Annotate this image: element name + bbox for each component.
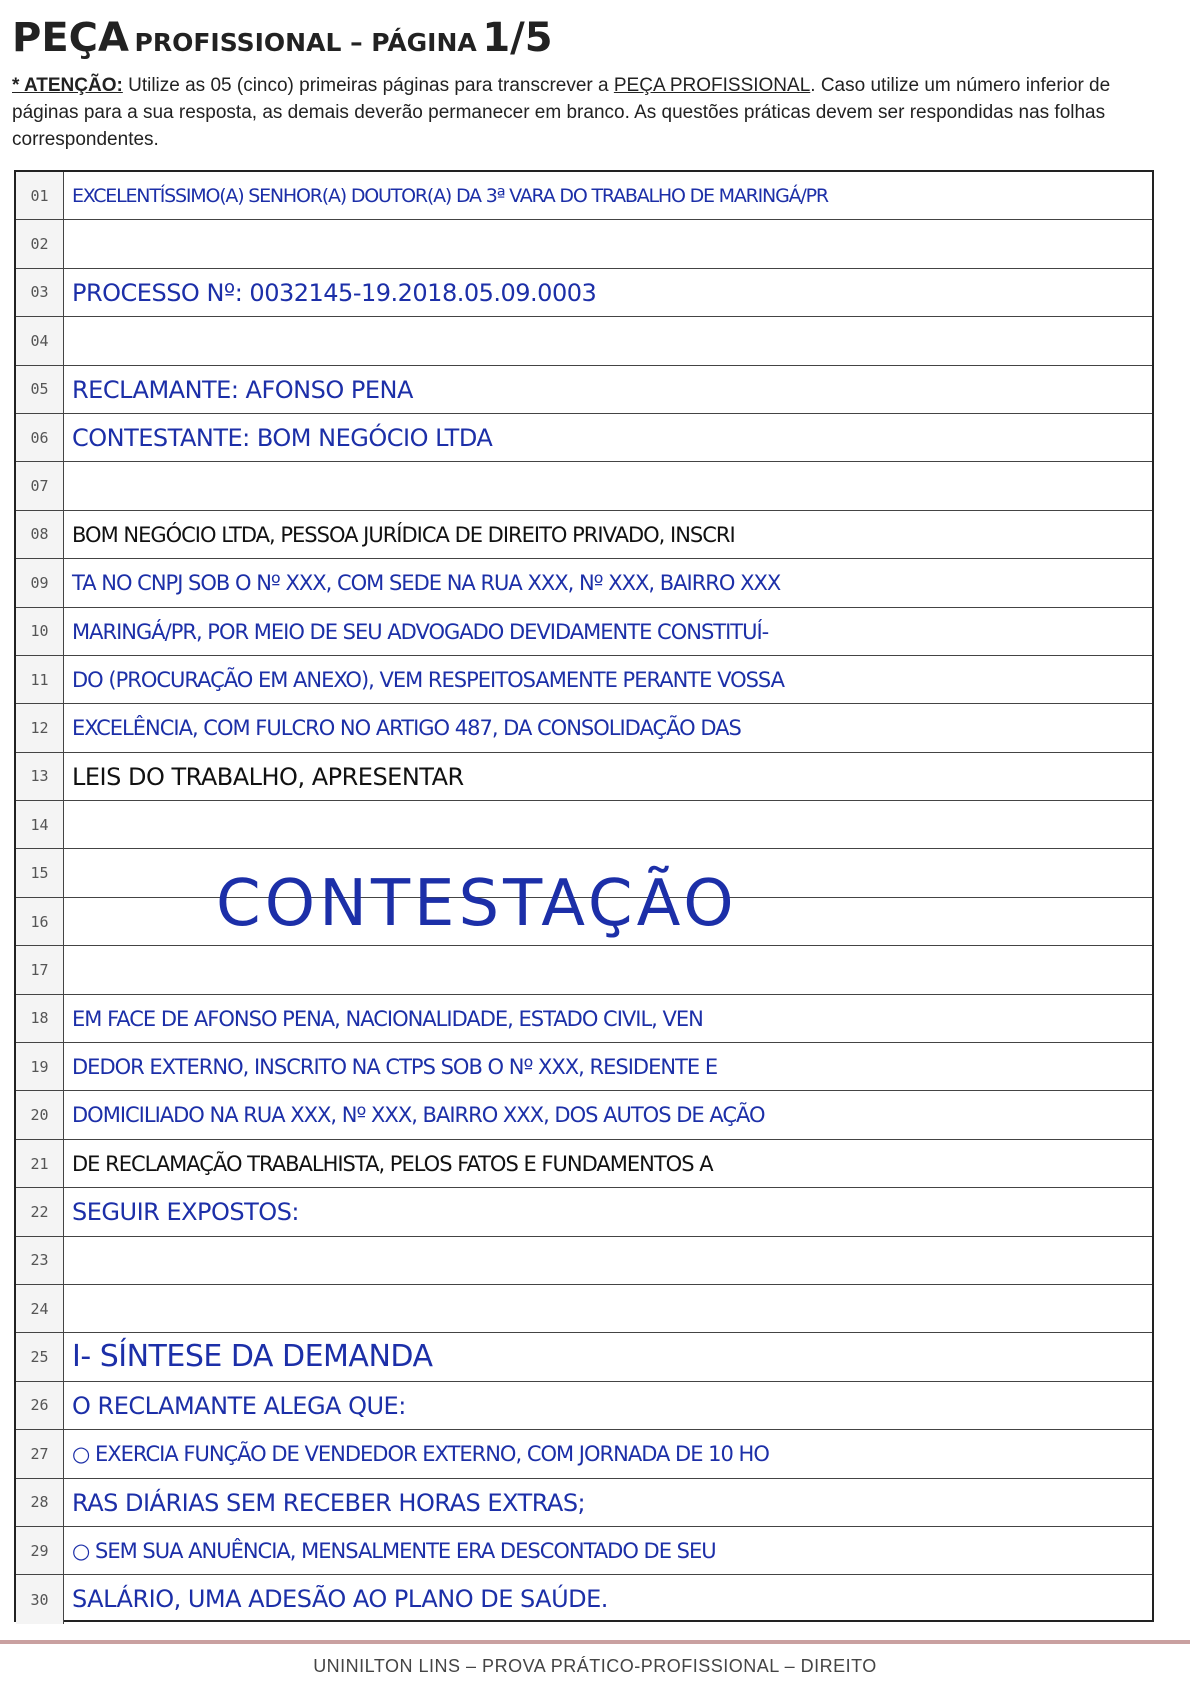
handwritten-line: PROCESSO Nº: 0032145-19.2018.05.09.0003 (72, 278, 597, 307)
line-number: 23 (16, 1237, 64, 1284)
line-number: 15 (16, 849, 64, 896)
handwritten-line (64, 462, 1152, 509)
handwritten-line: SALÁRIO, UMA ADESÃO AO PLANO DE SAÚDE. (72, 1585, 608, 1614)
sheet-line (16, 414, 1152, 462)
handwritten-line (64, 946, 1152, 993)
handwritten-line: EM FACE DE AFONSO PENA, NACIONALIDADE, ESTADO CIVIL, VEN (72, 1006, 703, 1031)
handwritten-line: SEGUIR EXPOSTOS: (72, 1198, 300, 1227)
page-title (12, 6, 1162, 70)
handwritten-line (64, 801, 1152, 848)
answer-sheet (14, 170, 1154, 1622)
page-header (12, 6, 1162, 153)
contestacao-heading: CONTESTAÇÃO (216, 867, 738, 942)
line-number: 17 (16, 946, 64, 993)
handwritten-line: MARINGÁ/PR, POR MEIO DE SEU ADVOGADO DEVIDAMENTE CONSTITUÍ- (72, 619, 769, 644)
line-number: 06 (16, 414, 64, 461)
sheet-line (16, 1382, 1152, 1430)
handwritten-line: RAS DIÁRIAS SEM RECEBER HORAS EXTRAS; (72, 1488, 586, 1517)
handwritten-line (64, 1285, 1152, 1332)
line-number: 24 (16, 1285, 64, 1332)
sheet-line (16, 269, 1152, 317)
sheet-line (16, 898, 1152, 946)
line-number: 22 (16, 1188, 64, 1235)
line-number: 19 (16, 1043, 64, 1090)
line-number: 10 (16, 608, 64, 655)
page-footer: UNINILTON LINS – PROVA PRÁTICO-PROFISSIONAL – DIREITO (313, 1656, 877, 1676)
attention-notice (12, 72, 1152, 153)
notice-text-before: Utilize as 05 (cinco) primeiras páginas para transcrever a (128, 75, 609, 96)
sheet-line (16, 1140, 1152, 1188)
line-number: 14 (16, 801, 64, 848)
line-number: 20 (16, 1091, 64, 1138)
line-number: 12 (16, 704, 64, 751)
line-number: 26 (16, 1382, 64, 1429)
handwritten-line: ○ EXERCIA FUNÇÃO DE VENDEDOR EXTERNO, COM JORNADA DE 10 HO (72, 1442, 769, 1467)
title-part-2: PROFISSIONAL – PÁGINA (134, 28, 477, 57)
sheet-line (16, 511, 1152, 559)
sheet-line (16, 1527, 1152, 1575)
footer-divider (0, 1640, 1190, 1644)
sheet-line (16, 1188, 1152, 1236)
sheet-line (16, 995, 1152, 1043)
handwritten-line: TA NO CNPJ SOB O Nº XXX, COM SEDE NA RUA XXX, Nº XXX, BAIRRO XXX (72, 571, 781, 596)
line-number: 09 (16, 559, 64, 606)
line-number: 04 (16, 317, 64, 364)
handwritten-line: O RECLAMANTE ALEGA QUE: (72, 1391, 406, 1420)
sheet-line (16, 559, 1152, 607)
handwritten-line: DE RECLAMAÇÃO TRABALHISTA, PELOS FATOS E FUNDAMENTOS A (72, 1151, 713, 1176)
page-number: 1/5 (482, 15, 553, 61)
line-number: 13 (16, 753, 64, 800)
handwritten-line: BOM NEGÓCIO LTDA, PESSOA JURÍDICA DE DIREITO PRIVADO, INSCRI (72, 522, 735, 547)
sheet-line (16, 1285, 1152, 1333)
handwritten-line (64, 898, 1152, 945)
line-number: 25 (16, 1333, 64, 1380)
handwritten-line: LEIS DO TRABALHO, APRESENTAR (72, 762, 464, 791)
handwritten-line: ○ SEM SUA ANUÊNCIA, MENSALMENTE ERA DESCONTADO DE SEU (72, 1538, 716, 1563)
line-number: 29 (16, 1527, 64, 1574)
sheet-line (16, 1430, 1152, 1478)
sheet-line (16, 656, 1152, 704)
line-number: 28 (16, 1479, 64, 1526)
line-number: 08 (16, 511, 64, 558)
sheet-line (16, 753, 1152, 801)
handwritten-line: DO (PROCURAÇÃO EM ANEXO), VEM RESPEITOSAMENTE PERANTE VOSSA (72, 667, 785, 692)
line-number: 05 (16, 366, 64, 413)
line-number: 02 (16, 220, 64, 267)
sheet-line (16, 317, 1152, 365)
sheet-line (16, 801, 1152, 849)
handwritten-line (64, 220, 1152, 267)
sheet-line (16, 1479, 1152, 1527)
handwritten-line: DEDOR EXTERNO, INSCRITO NA CTPS SOB O Nº XXX, RESIDENTE E (72, 1055, 718, 1080)
sheet-line (16, 1091, 1152, 1139)
line-number: 11 (16, 656, 64, 703)
line-number: 01 (16, 172, 64, 219)
line-number: 07 (16, 462, 64, 509)
handwritten-line: EXCELENTÍSSIMO(A) SENHOR(A) DOUTOR(A) DA 3ª VARA DO TRABALHO DE MARINGÁ/PR (72, 185, 828, 207)
line-number: 21 (16, 1140, 64, 1187)
handwritten-line: I- SÍNTESE DA DEMANDA (72, 1339, 433, 1375)
line-number: 30 (16, 1575, 64, 1623)
sheet-line (16, 704, 1152, 752)
sheet-line (16, 220, 1152, 268)
sheet-line (16, 462, 1152, 510)
line-number: 27 (16, 1430, 64, 1477)
sheet-line (16, 1237, 1152, 1285)
sheet-line (16, 946, 1152, 994)
sheet-line (16, 1575, 1152, 1623)
notice-text-after: . Caso utilize um número inferior de páginas para a sua resposta, as demais deverão permanecer em branco. As questões práticas devem ser respondidas nas folhas correspondentes. (12, 75, 1111, 150)
sheet-line (16, 608, 1152, 656)
handwritten-line: DOMICILIADO NA RUA XXX, Nº XXX, BAIRRO XXX, DOS AUTOS DE AÇÃO (72, 1103, 765, 1128)
title-part-1: PEÇA (12, 15, 129, 61)
line-number: 16 (16, 898, 64, 945)
sheet-line (16, 366, 1152, 414)
sheet-line (16, 1333, 1152, 1381)
handwritten-line: EXCELÊNCIA, COM FULCRO NO ARTIGO 487, DA CONSOLIDAÇÃO DAS (72, 716, 741, 741)
handwritten-line: RECLAMANTE: AFONSO PENA (72, 375, 413, 404)
line-number: 18 (16, 995, 64, 1042)
handwritten-line: CONTESTANTE: BOM NEGÓCIO LTDA (72, 423, 493, 452)
notice-label: * ATENÇÃO: (12, 75, 123, 96)
line-number: 03 (16, 269, 64, 316)
handwritten-line (64, 317, 1152, 364)
notice-emphasis: PEÇA PROFISSIONAL (613, 75, 811, 96)
handwritten-line (64, 1237, 1152, 1284)
sheet-line (16, 1043, 1152, 1091)
sheet-line (16, 172, 1152, 220)
